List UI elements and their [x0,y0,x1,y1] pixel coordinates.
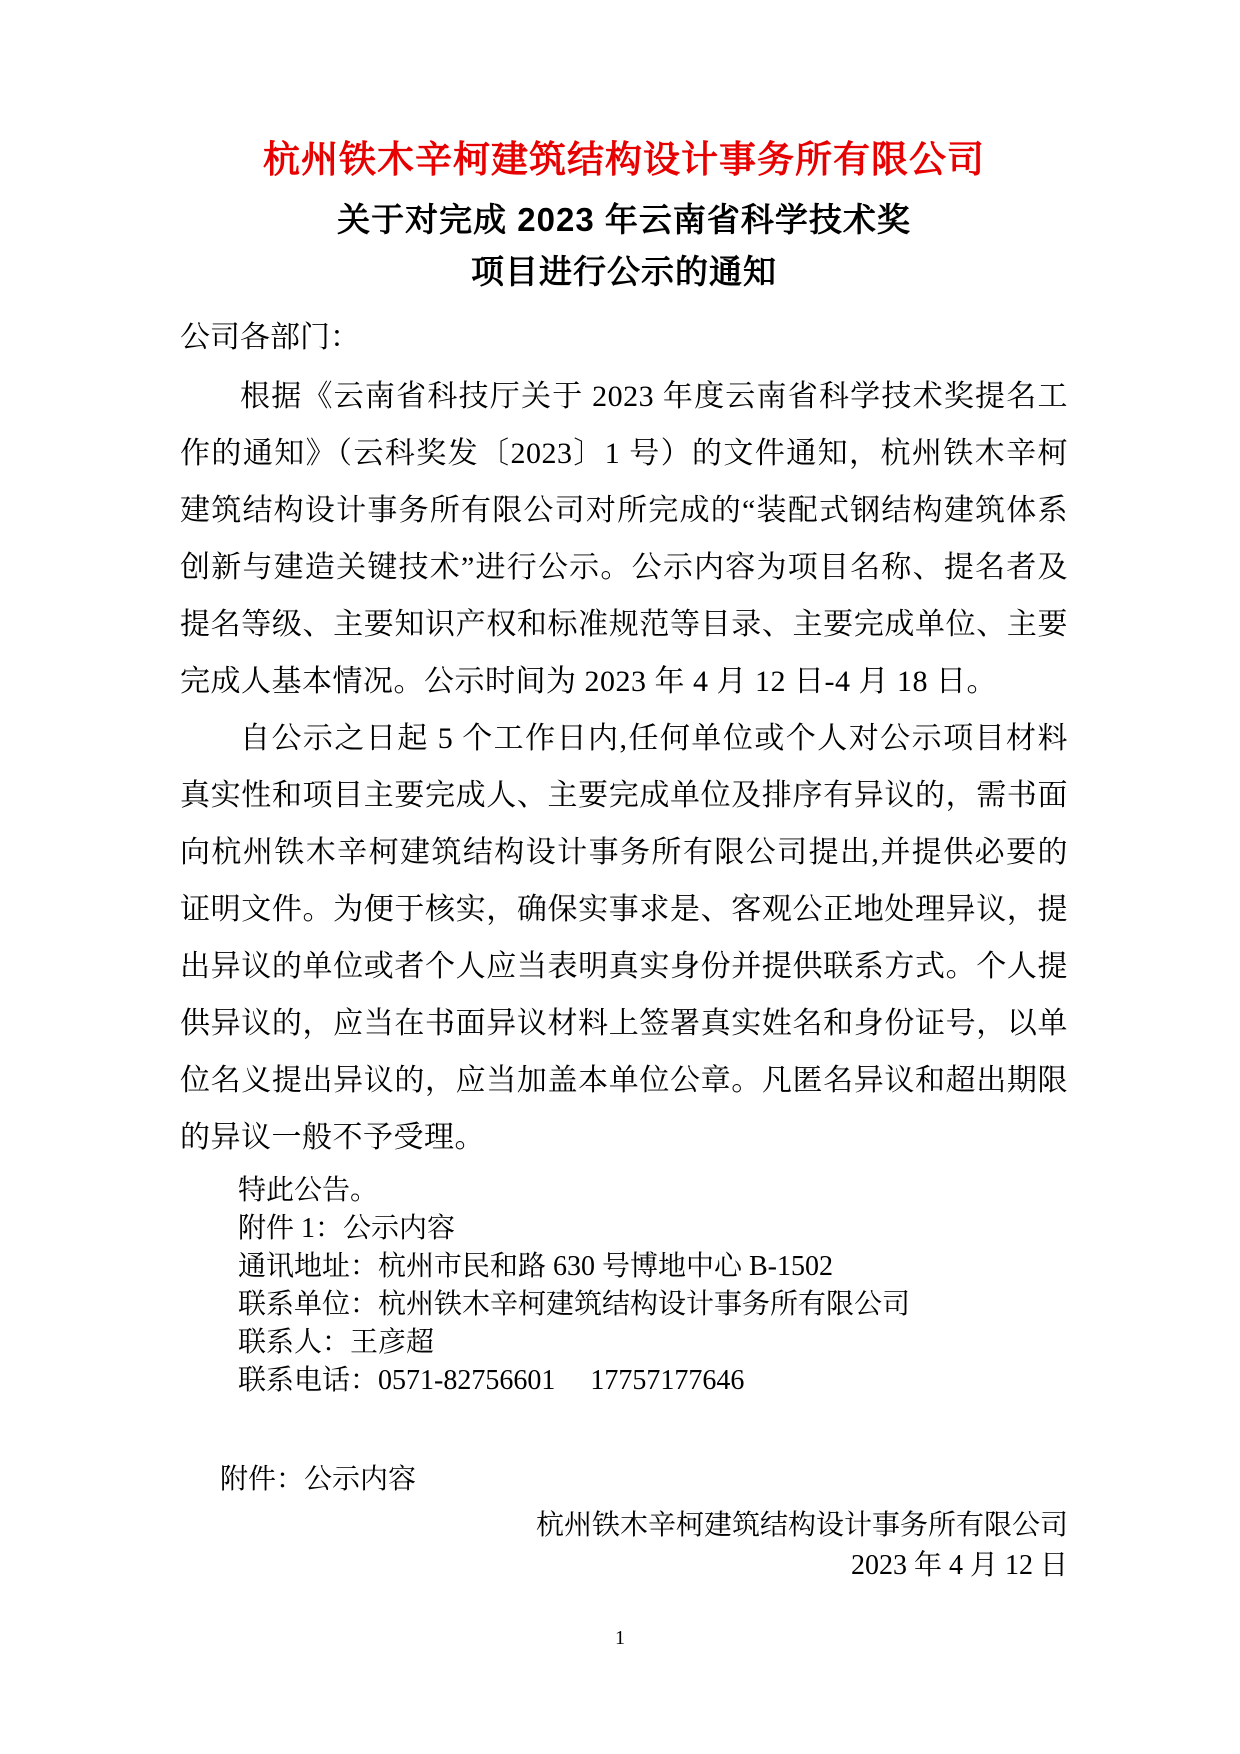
signature-date: 2023 年 4 月 12 日 [850,1550,1068,1581]
notice-block [238,1172,1068,1400]
closing-announcement: 特此公告。 [238,1175,379,1206]
attachment-1-line: 附件 1：公示内容 [238,1213,456,1244]
mailing-address-line: 通讯地址：杭州市民和路 630 号博地中心 B-1502 [238,1251,834,1282]
notice-subtitle-line1: 关于对完成 2023 年云南省科学技术奖 [337,201,911,238]
signature-company: 杭州铁木辛柯建筑结构设计事务所有限公司 [535,1510,1068,1541]
salutation: 公司各部门： [180,321,360,354]
notice-subtitle-line2: 项目进行公示的通知 [471,253,777,290]
contact-unit-line: 联系单位：杭州铁木辛柯建筑结构设计事务所有限公司 [238,1289,911,1320]
signature-block [180,1506,1068,1586]
page-number: 1 [615,1627,625,1649]
contact-person-line: 联系人：王彦超 [238,1327,435,1358]
company-title: 杭州铁木辛柯建筑结构设计事务所有限公司 [263,139,985,180]
body-paragraph-2: 自公示之日起 5 个工作日内,任何单位或个人对公示项目材料真实性和项目主要完成人、主要完成单位及排序有异议的，需书面向杭州铁木辛柯建筑结构设计事务所有限公司提出,并提供必要的证明文件。为便于核实，确保实事求是、客观公正地处理异议，提出异议的单位或者个人应当表明真实身份并提供联系方式。个人提供异议的，应当在书面异议材料上签署真实姓名和身份证号，以单位名义提出异议的，应当加盖本单位公章。凡匿名异议和超出期限的异议一般不予受理。 [180,722,1068,1154]
attachment-label: 附件：公示内容 [220,1464,417,1495]
body-paragraph-1: 根据《云南省科技厅关于 2023 年度云南省科学技术奖提名工作的通知》（云科奖发〔2023〕1 号）的文件通知，杭州铁木辛柯建筑结构设计事务所有限公司对所完成的“装配式钢结构建筑体系创新与建造关键技术”进行公示。公示内容为项目名称、提名者及提名等级、主要知识产权和标准规范等目录、主要完成单位、主要完成人基本情况。公示时间为 2023 年 4 月 12 日-4 月 18 日。 [180,380,1068,698]
contact-phone-line: 联系电话：0571-82756601 17757177646 [238,1365,745,1396]
